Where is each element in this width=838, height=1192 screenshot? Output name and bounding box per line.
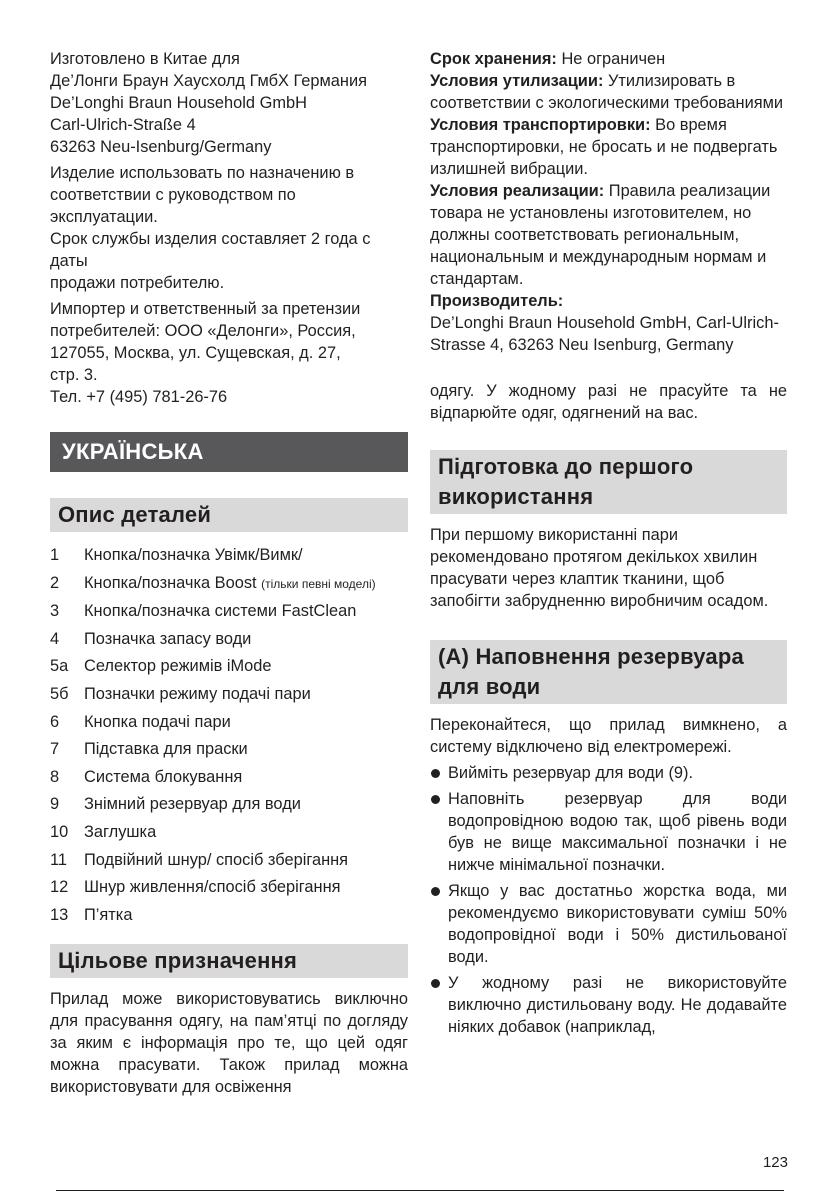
item-number: 9 bbox=[50, 795, 60, 814]
list-item bbox=[50, 821, 408, 843]
list-item: Вийміть резервуар для води (9). bbox=[430, 762, 787, 784]
list-item: Якщо у вас достатньо жорстка вода, ми рекомендуємо використовувати суміш 50% водопровідної води і 50% дистильованої води. bbox=[430, 880, 787, 968]
list-item bbox=[50, 738, 408, 760]
manufacturer-block bbox=[50, 48, 408, 158]
item-number: 5а bbox=[50, 657, 69, 676]
item-label: Шнур живлення/спосіб зберігання bbox=[84, 878, 341, 897]
purpose-heading: Цільове призначення bbox=[50, 944, 408, 978]
item-label: Знімний резервуар для води bbox=[84, 795, 301, 814]
manufacturer-line: 63263 Neu-Isenburg/Germany bbox=[50, 138, 272, 156]
transport-value: Во время транспортировки, не бросать и не подвергать излишней вибрации. bbox=[430, 116, 778, 178]
importer-block bbox=[50, 298, 408, 408]
importer-line: стр. 3. bbox=[50, 366, 98, 384]
transport-label: Условия транспортировки: bbox=[430, 116, 651, 134]
lifetime-line: Срок службы изделия составляет 2 года с даты bbox=[50, 230, 371, 270]
item-label: Подвійний шнур/ спосіб зберігання bbox=[84, 850, 349, 869]
list-item bbox=[50, 711, 408, 733]
left-column bbox=[50, 48, 408, 1098]
item-number: 8 bbox=[50, 767, 60, 786]
storage-value: Не ограничен bbox=[556, 50, 666, 68]
item-number: 5б bbox=[50, 684, 69, 703]
lifetime-line: продажи потребителю. bbox=[50, 274, 225, 292]
list-item bbox=[50, 628, 408, 650]
list-item bbox=[50, 600, 408, 622]
fill-heading: (A) Наповнення резервуара для води bbox=[430, 640, 787, 704]
list-item bbox=[50, 766, 408, 788]
purpose-continued: одягу. У жодному разі не прасуйте та не відпарюйте одяг, одягнений на вас. bbox=[430, 382, 787, 422]
fill-bullets bbox=[430, 762, 787, 1038]
prep-text: При першому використанні пари рекомендовано протягом декількох хвилин прасувати через клаптик тканини, щоб запобігти забрудненню виробничим осадом. bbox=[430, 526, 769, 610]
item-note: (тільки певні моделі) bbox=[261, 576, 376, 591]
footer-rule bbox=[56, 1190, 784, 1191]
prep-heading: Підготовка до першого використання bbox=[430, 450, 787, 514]
manufacturer-line: Carl-Ulrich-Straße 4 bbox=[50, 116, 196, 134]
list-item bbox=[50, 876, 408, 898]
item-label: Селектор режимів iMode bbox=[84, 657, 272, 676]
usage-text: Изделие использовать по назначению в соответствии с руководством по эксплуатации. bbox=[50, 164, 355, 226]
importer-line: Тел. +7 (495) 781-26-76 bbox=[50, 388, 228, 406]
list-item: У жодному разі не використовуйте виключно дистильовану воду. Не додавайте ніяких добавок (наприклад, bbox=[430, 972, 787, 1038]
item-number: 13 bbox=[50, 905, 69, 924]
storage-label: Срок хранения: bbox=[430, 50, 557, 68]
list-item: Наповніть резервуар для води водопровідною водою так, щоб рівень води був не вище максимальної позначки і не нижче мінімальної позначки. bbox=[430, 788, 787, 876]
manufacturer-line: Де’Лонги Браун Хаусхолд ГмбХ Германия bbox=[50, 72, 367, 90]
producer-value: De’Longhi Braun Household GmbH, Carl-Ulrich-Strasse 4, 63263 Neu Isenburg, Germany bbox=[430, 314, 779, 354]
disposal-row bbox=[430, 70, 787, 114]
importer-line: Импортер и ответственный за претензии bbox=[50, 300, 361, 318]
item-number: 1 bbox=[50, 546, 60, 564]
fill-intro: Переконайтеся, що прилад вимкнено, а систему відключено від електромережі. bbox=[430, 716, 787, 756]
item-number: 11 bbox=[50, 850, 68, 869]
importer-line: 127055, Москва, ул. Сущевская, д. 27, bbox=[50, 344, 341, 362]
right-column bbox=[430, 48, 787, 1042]
importer-line: потребителей: ООО «Делонги», Россия, bbox=[50, 322, 356, 340]
item-label: Позначка запасу води bbox=[84, 629, 252, 648]
item-number: 6 bbox=[50, 712, 60, 731]
item-label: Кнопка/позначка Boost bbox=[84, 573, 257, 592]
item-number: 4 bbox=[50, 629, 60, 648]
list-item bbox=[50, 904, 408, 926]
parts-heading: Опис деталей bbox=[50, 498, 408, 532]
page-number: 123 bbox=[762, 1154, 788, 1171]
storage-row bbox=[430, 48, 787, 70]
manufacturer-line: Изготовлено в Китае для bbox=[50, 50, 240, 68]
language-band: УКРАЇНСЬКА bbox=[50, 432, 408, 472]
sale-label: Условия реализации: bbox=[430, 182, 605, 200]
producer-label: Производитель: bbox=[430, 292, 564, 310]
disposal-value: Утилизировать в соответствии с экологическими требованиями bbox=[430, 72, 784, 112]
list-item bbox=[50, 683, 408, 705]
manufacturer-line: De’Longhi Braun Household GmbH bbox=[50, 94, 307, 112]
item-number: 2 bbox=[50, 573, 60, 592]
item-label: Підставка для праски bbox=[84, 740, 248, 759]
disposal-label: Условия утилизации: bbox=[430, 72, 604, 90]
item-label: Кнопка подачі пари bbox=[84, 712, 231, 731]
list-item bbox=[50, 572, 408, 595]
sale-value: Правила реализации товара не установлены изготовителем, но должны соответствовать региональным, национальным и международным нормам и стандартам. bbox=[430, 182, 771, 288]
list-item bbox=[50, 655, 408, 677]
transport-row bbox=[430, 114, 787, 180]
item-number: 3 bbox=[50, 602, 60, 621]
item-number: 7 bbox=[50, 740, 60, 759]
list-item bbox=[50, 793, 408, 815]
item-label: П’ятка bbox=[84, 905, 133, 924]
item-label: Система блокування bbox=[84, 767, 243, 786]
sale-row bbox=[430, 180, 787, 290]
purpose-text: Прилад може використовуватись виключно для прасування одягу, на пам’ятці по догляду за яким є інформація про те, що цей одяг можна прасувати. Також прилад можна використовувати для освіження bbox=[50, 989, 408, 1096]
item-number: 12 bbox=[50, 878, 69, 897]
item-label: Кнопка/позначка системи FastClean bbox=[84, 602, 357, 621]
item-number: 10 bbox=[50, 822, 69, 841]
item-label: Заглушка bbox=[84, 822, 157, 841]
item-label: Кнопка/позначка Увімк/Вимк/ bbox=[84, 546, 303, 564]
item-label: Позначки режиму подачі пари bbox=[84, 684, 311, 703]
list-item bbox=[50, 544, 408, 566]
list-item bbox=[50, 849, 408, 871]
parts-list bbox=[50, 544, 408, 926]
